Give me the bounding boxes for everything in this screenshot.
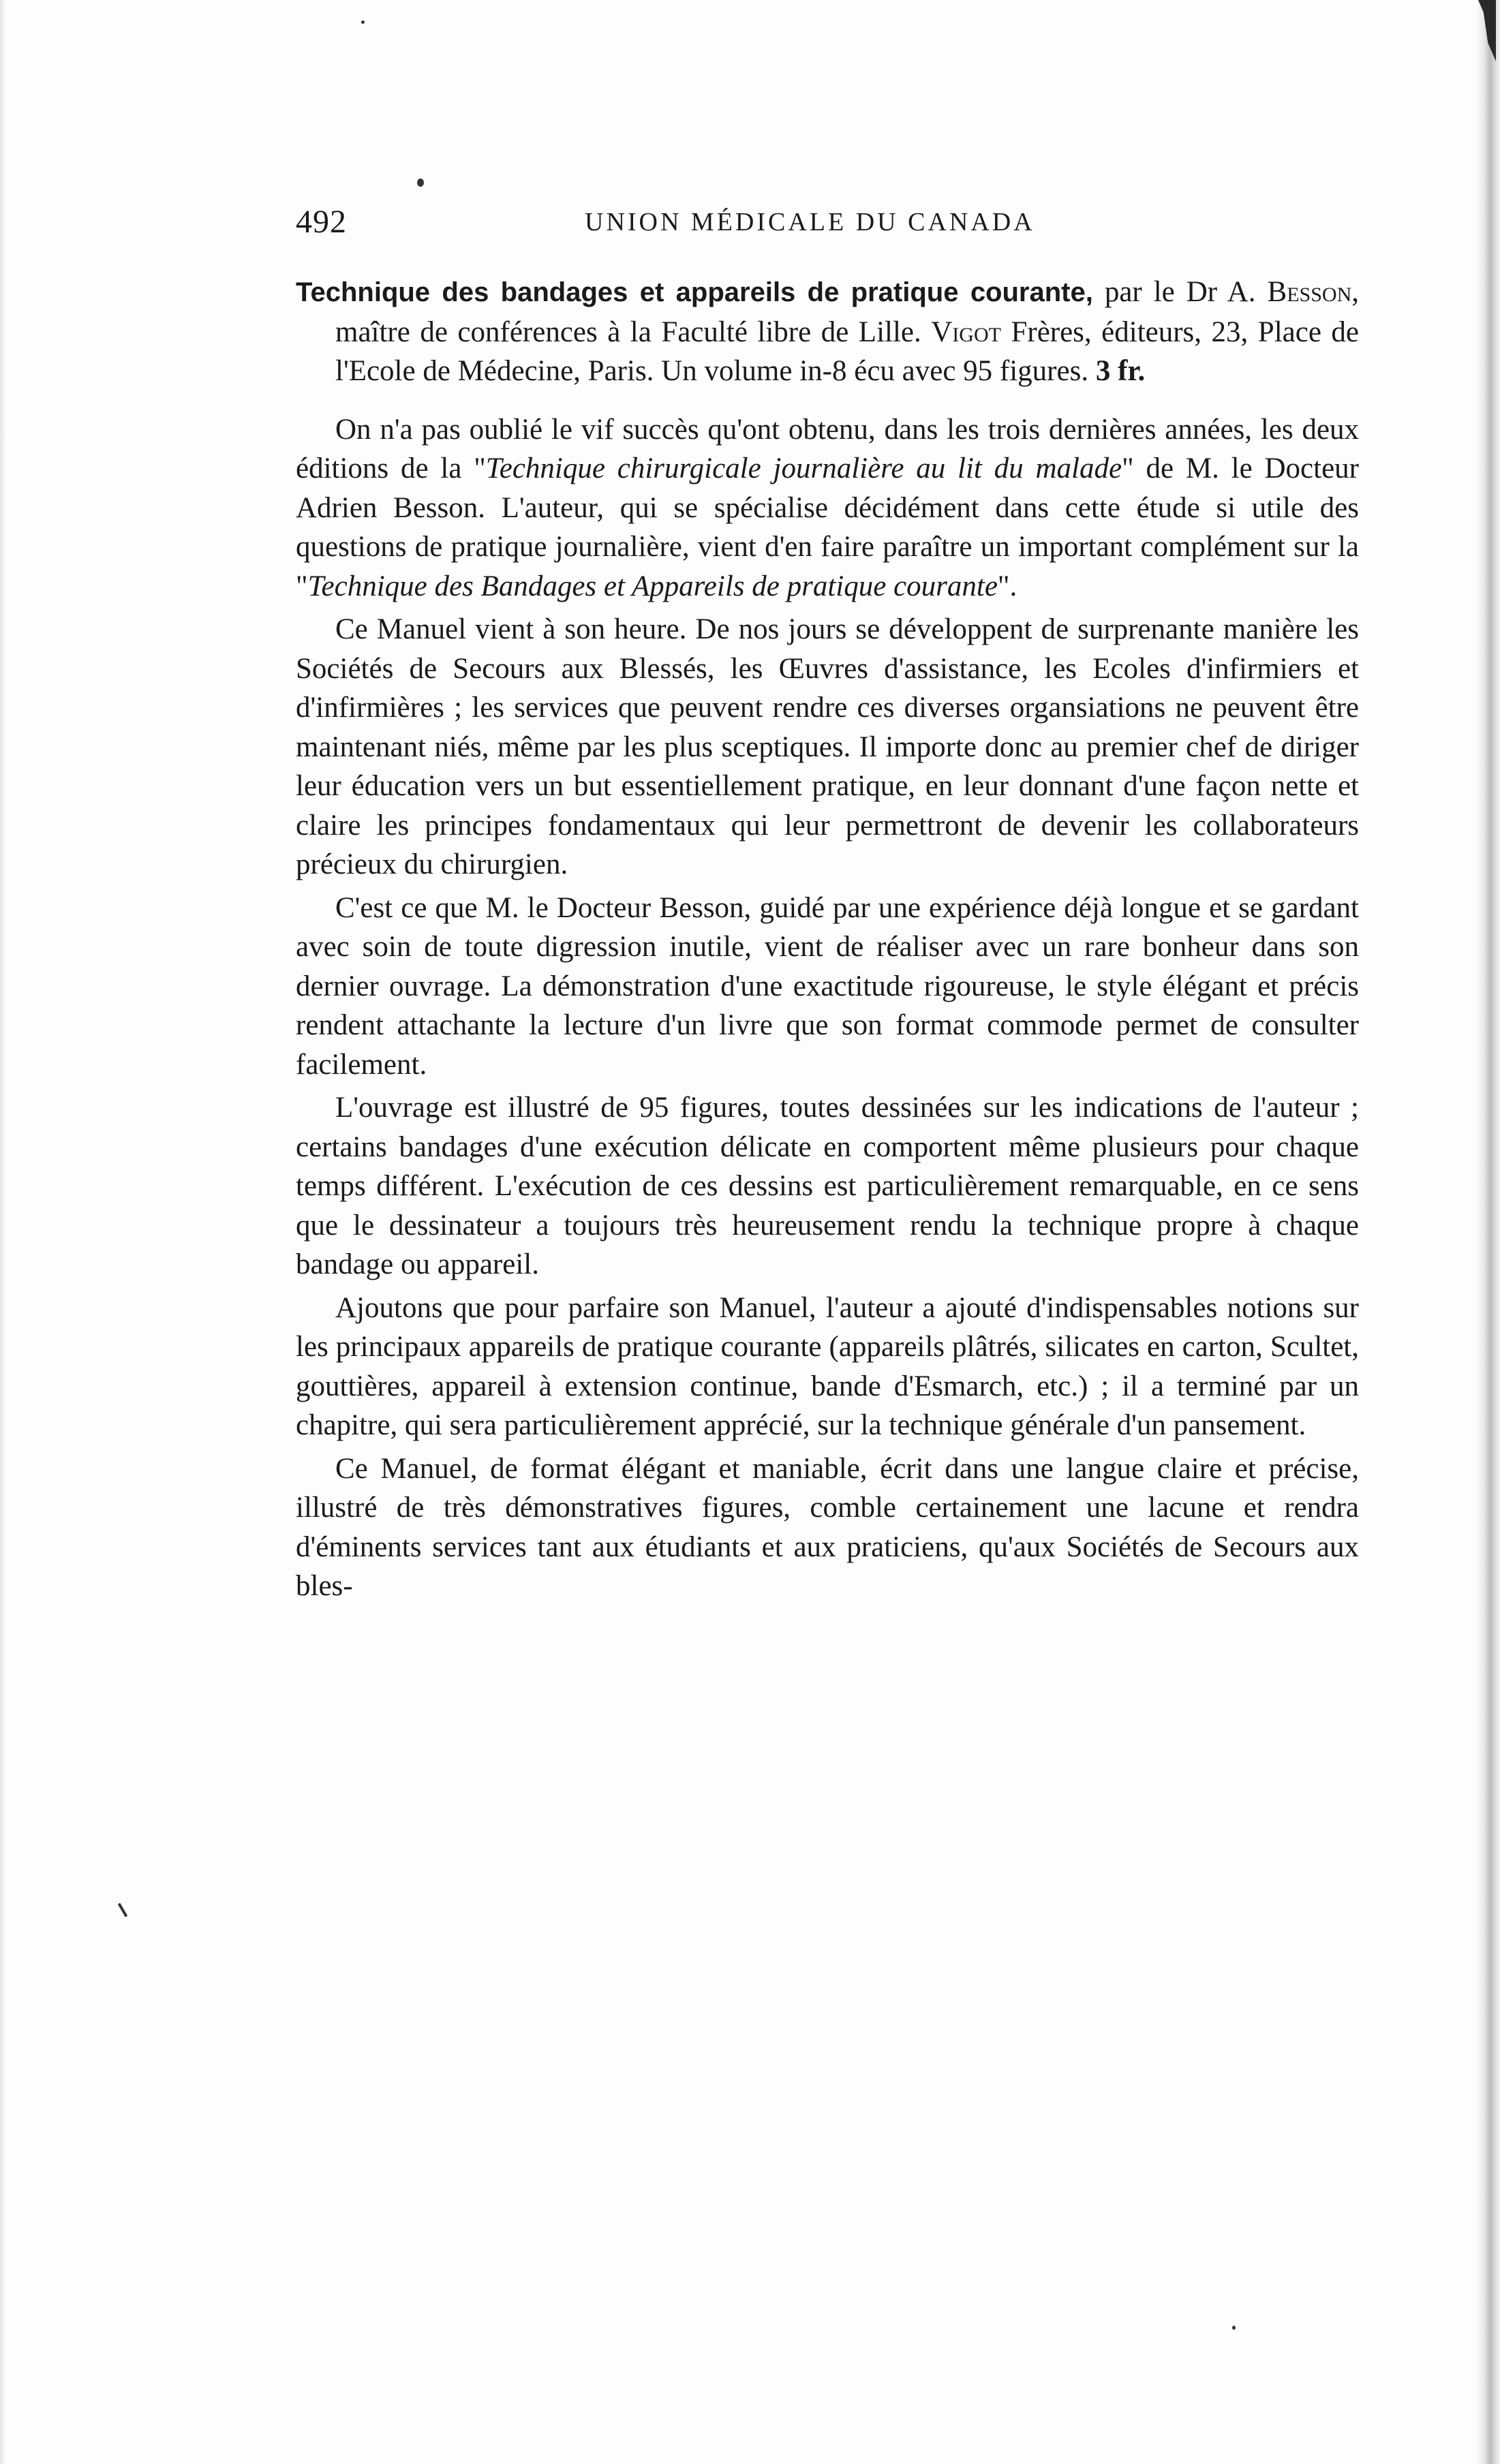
text-run: On n'a pas oublié le vif succès qu'ont obtenu, dans les trois dernières années, les deux éditions de la " xyxy=(296,413,1359,484)
paragraph: C'est ce que M. le Docteur Besson, guidé par une expérience déjà longue et se gardant avec soin de toute digression inutile, vient de réaliser avec un rare bonheur dans son dernier ouvrage. La démonstration d'une exactitude rigoureuse, le style élégant et précis rendent attachante la lecture d'un livre que son format commode permet de consulter facilement. xyxy=(296,891,1359,1081)
biblio-by: par le Dr A. xyxy=(1092,276,1268,308)
scan-speck xyxy=(361,20,365,24)
text-run: " de M. le Docteur Adrien Besson. L'auteur, qui se spécialise décidément dans cette étude si utile des questions de pratique journalière, vient d'en faire paraître un important complément sur la " xyxy=(296,452,1359,602)
paragraph: Ce Manuel, de format élégant et maniable, écrit dans une langue claire et précise, illustré de très démonstratives figures, comble certainement une lacune et rendra d'éminents services tant aux étudiants et aux praticiens, qu'aux Sociétés de Secours aux bles- xyxy=(296,1452,1359,1602)
scan-edge-right xyxy=(1475,0,1500,2464)
publisher-address: Frères, éditeurs, 23, Place de l'Ecole de Médecine, Paris. Un volume in-8 écu avec 95 figures. xyxy=(335,315,1359,387)
page-number: 492 xyxy=(296,204,347,240)
author-name: Besson xyxy=(1267,276,1352,308)
scan-speck xyxy=(1232,2326,1236,2330)
text-run: ". xyxy=(997,570,1017,602)
page-header xyxy=(296,203,1182,244)
paragraph: Ajoutons que pour parfaire son Manuel, l'auteur a ajouté d'indispensables notions sur les principaux appareils de pratique courante (appareils plâtrés, silicates en carton, Scultet, gouttières, appareil à extension continue, bande d'Esmarch, etc.) ; il a terminé par un chapitre, qui sera particulièrement apprécié, sur la technique générale d'un pansement. xyxy=(296,1291,1359,1441)
scan-speck xyxy=(118,1903,127,1917)
book-title: Technique des bandages et appareils de pratique courante, xyxy=(296,277,1093,307)
book-price: 3 fr. xyxy=(1095,355,1146,387)
paragraph: Ce Manuel vient à son heure. De nos jours se développent de surprenante manière les Sociétés de Secours aux Blessés, les Œuvres d'assistance, les Ecoles d'infirmiers et d'infirmières ; les services que peuvent rendre ces diverses organsiations ne peuvent être maintenant niés, même par les plus sceptiques. Il importe donc au premier chef de diriger leur éducation vers un but essentiellement pratique, en leur donnant d'une façon nette et claire les principes fondamentaux qui leur permettront de devenir les collaborateurs précieux du chirurgien. xyxy=(296,613,1359,880)
scan-edge-left xyxy=(0,0,7,2464)
paragraph: L'ouvrage est illustré de 95 figures, toutes dessinées sur les indications de l'auteur ; certains bandages d'une exécution délicate en comportent même plusieurs pour chaque temps différent. L'exécution de ces dessins est particulièrement remarquable, en ce sens que le dessinateur a toujours très heureusement rendu la technique propre à chaque bandage ou appareil. xyxy=(296,1092,1359,1280)
italic-title: Technique chirurgicale journalière au lit du malade xyxy=(485,452,1122,484)
running-head: UNION MÉDICALE DU CANADA xyxy=(585,208,1035,236)
paragraph xyxy=(296,410,1359,606)
scan-speck xyxy=(417,179,424,187)
author-affiliation: , maître de conférences à la Faculté libre de Lille. xyxy=(335,276,1359,348)
article-body xyxy=(296,273,1359,1610)
publisher-name: Vigot xyxy=(931,315,1001,348)
italic-title: Technique des Bandages et Appareils de pratique courante xyxy=(307,570,998,602)
bibliographic-entry xyxy=(296,273,1359,391)
